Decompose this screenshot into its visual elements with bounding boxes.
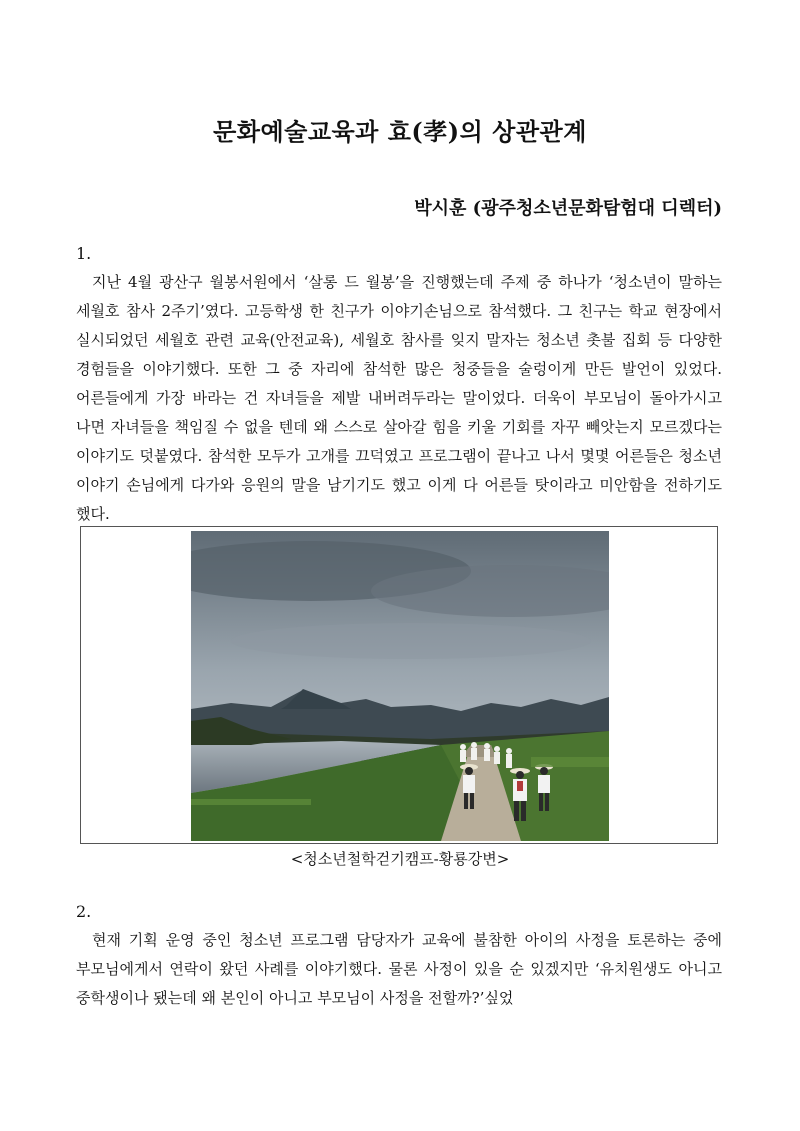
section-number: 2. [76, 902, 92, 921]
section-paragraph: 현재 기획 운영 중인 청소년 프로그램 담당자가 교육에 불참한 아이의 사정을 토론하는 중에 부모님에게서 연락이 왔던 사례를 이야기했다. 물론 사정이 있을 순 있겠지만 ‘유치원생도 아니고 중학생이나 됐는데 왜 본인이 아니고 부모님이 사정을 전할까?’싶었 [76, 931, 722, 1007]
section-paragraph: 지난 4월 광산구 월봉서원에서 ‘살롱 드 월봉’을 진행했는데 주제 중 하나가 ‘청소년이 말하는 세월호 참사 2주기’였다. 고등학생 한 친구가 이야기손님으로 참석했다. 그 친구는 학교 현장에서 실시되었던 세월호 관련 교육(안전교육), 세월호 참사를 잊지 말자는 청소년 촛불 집회 등 다양한 경험들을 이야기했다. 또한 그 중 자리에 참석한 많은 청중들을 술렁이게 만든 발언이 있었다. 어른들에게 가장 바라는 건 자녀들을 제발 내버려두라는 말이었다. 더욱이 부모님이 돌아가시고 나면 자녀들을 책임질 수 없을 텐데 왜 스스로 살아갈 힘을 키울 기회를 자꾸 빼앗는지 모르겠다는 이야기도 덧붙였다. 참석한 모두가 고개를 끄덕였고 프로그램이 끝나고 나서 몇몇 어른들은 청소년 이야기 손님에게 다가와 응원의 말을 남기기도 했고 이게 다 어른들 탓이라고 미안함을 전하기도 했다. [76, 273, 722, 523]
river-walk-photo [191, 531, 609, 841]
figure-frame [80, 526, 718, 844]
section-number: 1. [76, 244, 92, 263]
document-title: 문화예술교육과 효(孝)의 상관관계 [213, 117, 587, 146]
figure-caption: <청소년철학걷기캠프-황룡강변> [290, 850, 510, 868]
author-byline: 박시훈 (광주청소년문화탐험대 디렉터) [414, 198, 722, 219]
